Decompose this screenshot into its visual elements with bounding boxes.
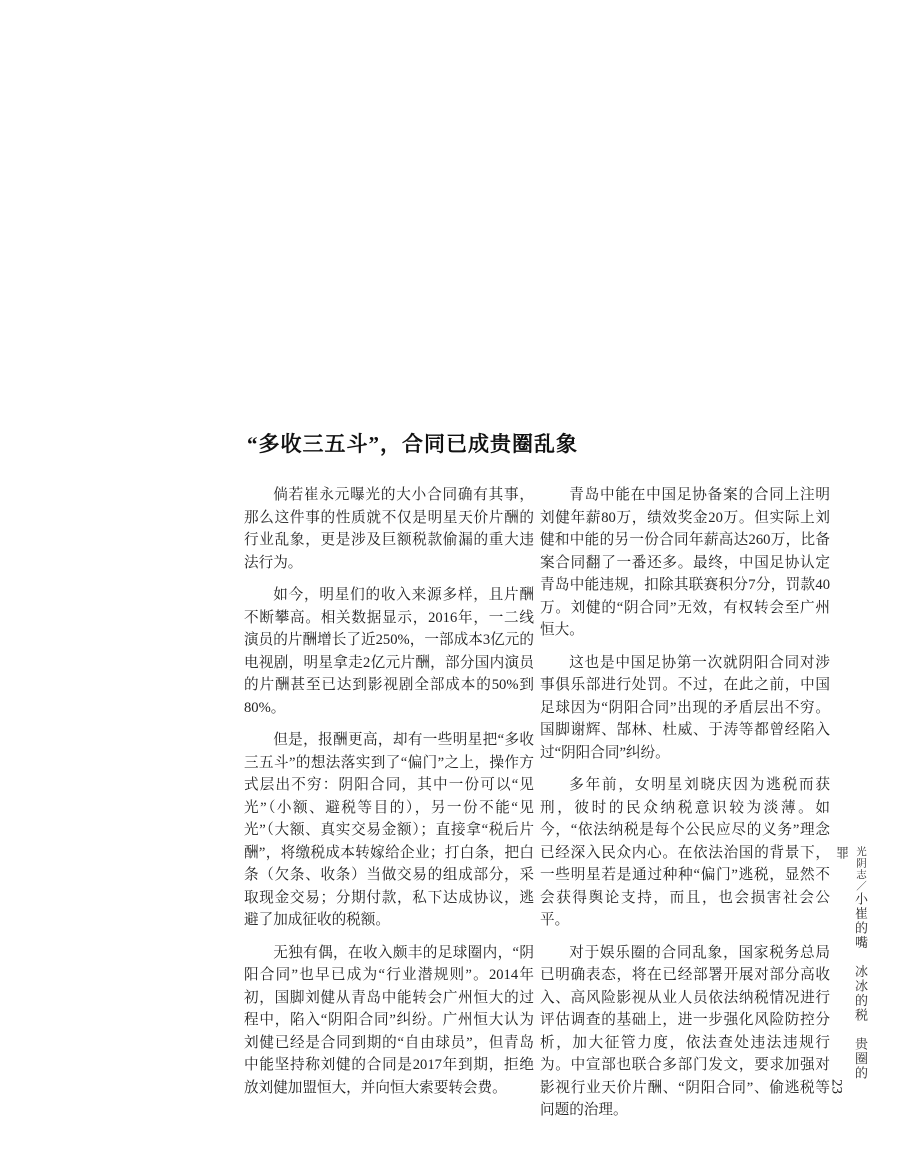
- body-paragraph: 青岛中能在中国足协备案的合同上注明刘健年薪80万，绩效奖金20万。但实际上刘健和中能的另一份合同年薪高达260万，比备案合同翻了一番还多。最终，中国足协认定青岛中能违规，扣除其联赛积分7分，罚款40万。刘健的“阴合同”无效，有权转会至广州恒大。: [540, 487, 830, 638]
- body-paragraph: 倘若崔永元曝光的大小合同确有其事，那么这件事的性质就不仅是明星天价片酬的行业乱象，更是涉及巨额税款偷漏的重大违法行为。: [244, 487, 534, 571]
- article-section-heading: “多收三五斗”，合同已成贵圈乱象: [247, 432, 578, 456]
- text-column-left: [244, 484, 534, 1109]
- body-paragraph: 这也是中国足协第一次就阴阳合同对涉事俱乐部进行处罚。不过，在此之前，中国足球因为“阴阳合同”出现的矛盾层出不穷。国脚谢辉、郜林、杜威、于涛等都曾经陷入过“阴阳合同”纠纷。: [540, 654, 830, 761]
- body-paragraph: 但是，报酬更高，却有一些明星把“多收三五斗”的想法落实到了“偏门”之上，操作方式层出不穷：阴阳合同，其中一份可以“见光”（小额、避税等目的），另一份不能“见光”（大额、真实交易金额）；直接拿“税后片酬”，将缴税成本转嫁给企业；打白条，把白条（欠条、收条）当做交易的组成部分，采取现金交易；分期付款，私下达成协议，逃避了加成征收的税额。: [244, 732, 534, 928]
- sidebar-article-title: 小崔的嘴 冰冰的税 贵圈的罪: [834, 846, 868, 1081]
- magazine-section-label: 光阴志／: [855, 846, 866, 892]
- body-paragraph: 如今，明星们的收入来源多样，且片酬不断攀高。相关数据显示，2016年，一二线演员的片酬增长了近250%，一部成本3亿元的电视剧，明星拿走2亿元片酬，部分国内演员的片酬甚至已达到影视剧全部成本的50%到80%。: [244, 587, 534, 716]
- body-paragraph: 多年前，女明星刘晓庆因为逃税而获刑，彼时的民众纳税意识较为淡薄。如今，“依法纳税是每个公民应尽的义务”理念已经深入民众内心。在依法治国的背景下，一些明星若是通过种种“偏门”逃税，显然不会获得舆论支持，而且，也会损害社会公平。: [540, 777, 830, 928]
- text-column-right: [540, 484, 830, 1132]
- body-paragraph: 无独有偶，在收入颇丰的足球圈内，“阴阳合同”也早已成为“行业潜规则”。2014年初，国脚刘健从青岛中能转会广州恒大的过程中，陷入“阴阳合同”纠纷。广州恒大认为刘健已经是合同到期的“自由球员”，但青岛中能坚持称刘健的合同是2017年到期，拒绝放刘健加盟恒大，并向恒大索要转会费。: [244, 944, 534, 1096]
- page-edge-sidebar: [832, 846, 870, 1086]
- page-number: 23: [828, 1079, 845, 1094]
- body-paragraph: 对于娱乐圈的合同乱象，国家税务总局已明确表态，将在已经部署开展对部分高收入、高风险影视从业人员依法纳税情况进行评估调查的基础上，进一步强化风险防控分析，加大征管力度，依法查处违法违规行为。中宣部也联合多部门发文，要求加强对影视行业天价片酬、“阴阳合同”、偷逃税等问题的治理。: [540, 944, 830, 1118]
